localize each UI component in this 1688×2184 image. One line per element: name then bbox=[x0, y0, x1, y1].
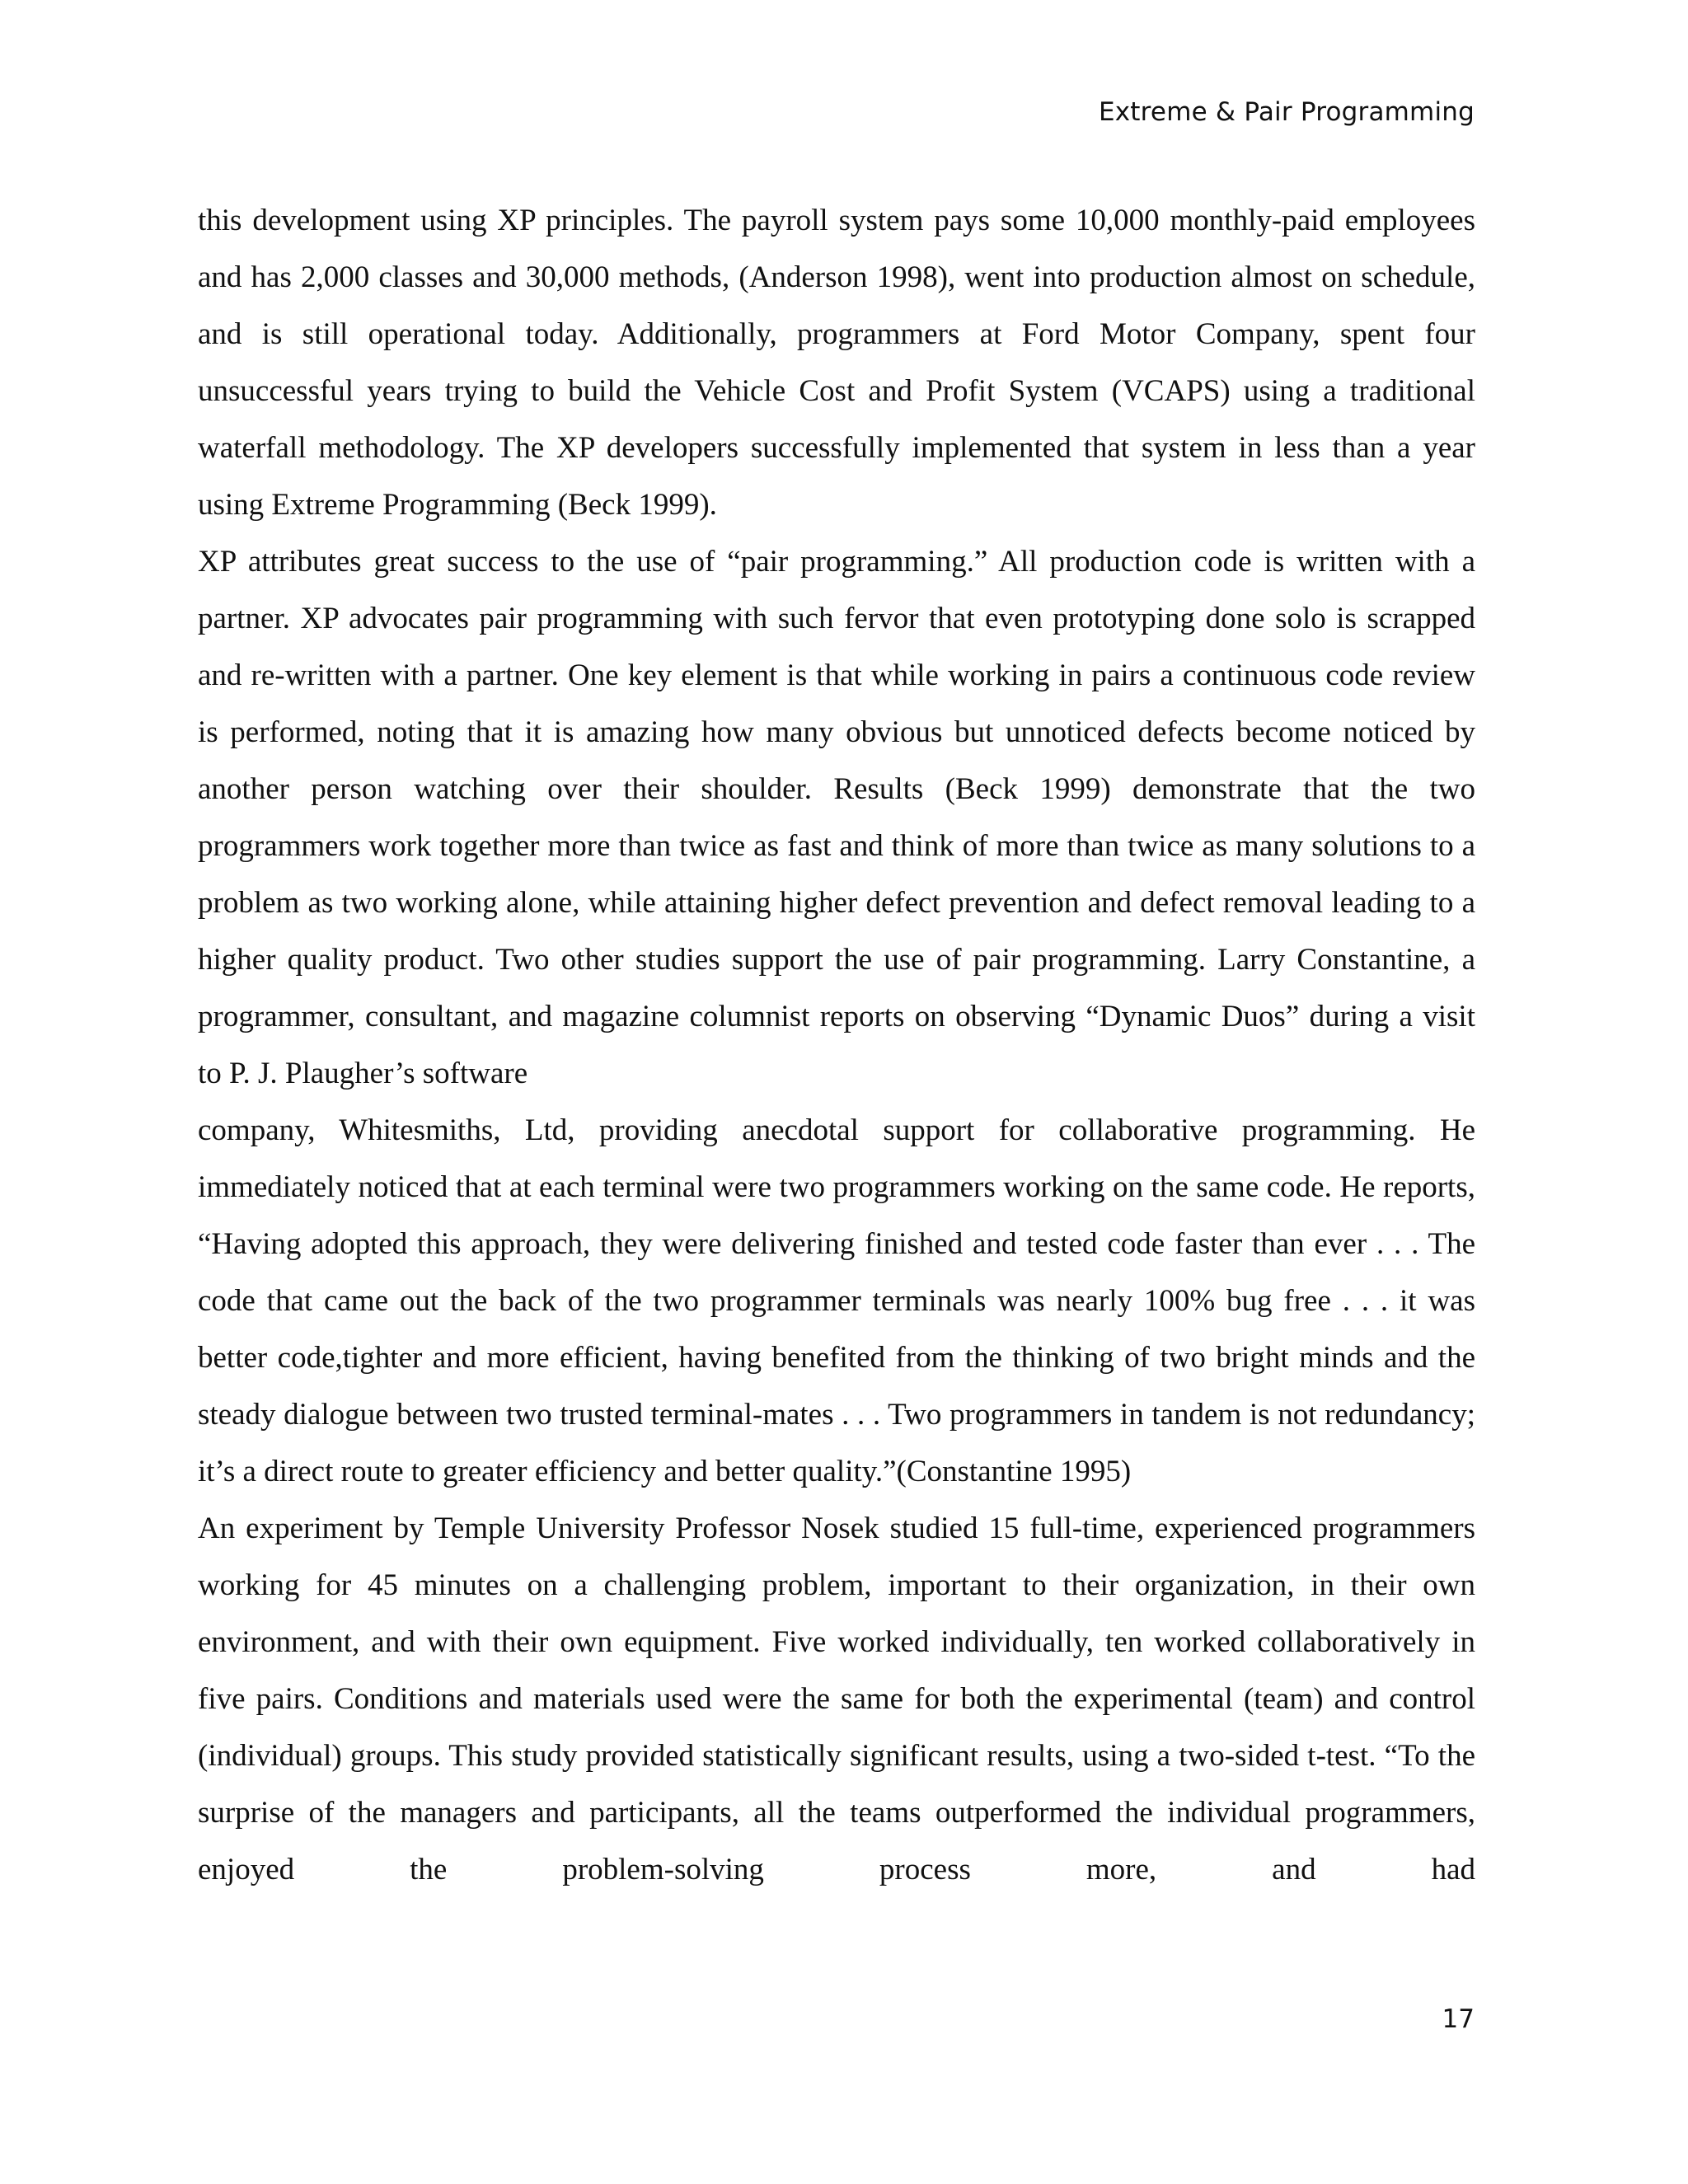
running-header: Extreme & Pair Programming bbox=[1098, 97, 1475, 127]
paragraph-pair-programming: XP attributes great success to the use of “pair programming.” All production code is written with a partner. XP advocates pair programming with such fervor that even prototyping done solo is scrapped and re-written with a partner. One key element is that while working in pairs a continuous code review is performed, noting that it is amazing how many obvious but unnoticed defects become noticed by another person watching over their shoulder. Results (Beck 1999) demonstrate that the two programmers work together more than twice as fast and think of more than twice as many solutions to a problem as two working alone, while attaining higher defect prevention and defect removal leading to a higher quality product. Two other studies support the use of pair programming. Larry Constantine, a programmer, consultant, and magazine columnist reports on observing “Dynamic Duos” during a visit to P. J. Plaugher’s software bbox=[198, 545, 1475, 1090]
body-text bbox=[198, 192, 1475, 1898]
page-number: 17 bbox=[1442, 2004, 1475, 2034]
paragraph-payroll-ford: this development using XP principles. The payroll system pays some 10,000 monthly-paid employees and has 2,000 classes and 30,000 methods, (Anderson 1998), went into production almost on schedule, and is still operational today. Additionally, programmers at Ford Motor Company, spent four unsuccessful years trying to build the Vehicle Cost and Profit System (VCAPS) using a traditional waterfall methodology. The XP developers successfully implemented that system in less than a year using Extreme Programming (Beck 1999). bbox=[198, 204, 1475, 522]
paragraph-whitesmiths-quote: company, Whitesmiths, Ltd, providing anecdotal support for collaborative programming. He immediately noticed that at each terminal were two programmers working on the same code. He reports, “Having adopted this approach, they were delivering finished and tested code faster than ever . . . The code that came out the back of the two programmer terminals was nearly 100% bug free . . . it was better code,tighter and more efficient, having benefited from the thinking of two bright minds and the steady dialogue between two trusted terminal-mates . . . Two programmers in tandem is not redundancy; it’s a direct route to greater efficiency and better quality.”(Constantine 1995) bbox=[198, 1113, 1475, 1488]
paragraph-nosek-experiment: An experiment by Temple University Professor Nosek studied 15 full-time, experienced programmers working for 45 minutes on a challenging problem, important to their organization, in their own environment, and with their own equipment. Five worked individually, ten worked collaboratively in five pairs. Conditions and materials used were the same for both the experimental (team) and control (individual) groups. This study provided statistically significant results, using a two-sided t-test. “To the surprise of the managers and participants, all the teams outperformed the individual programmers, enjoyed the problem-solving process more, and had bbox=[198, 1511, 1475, 1886]
